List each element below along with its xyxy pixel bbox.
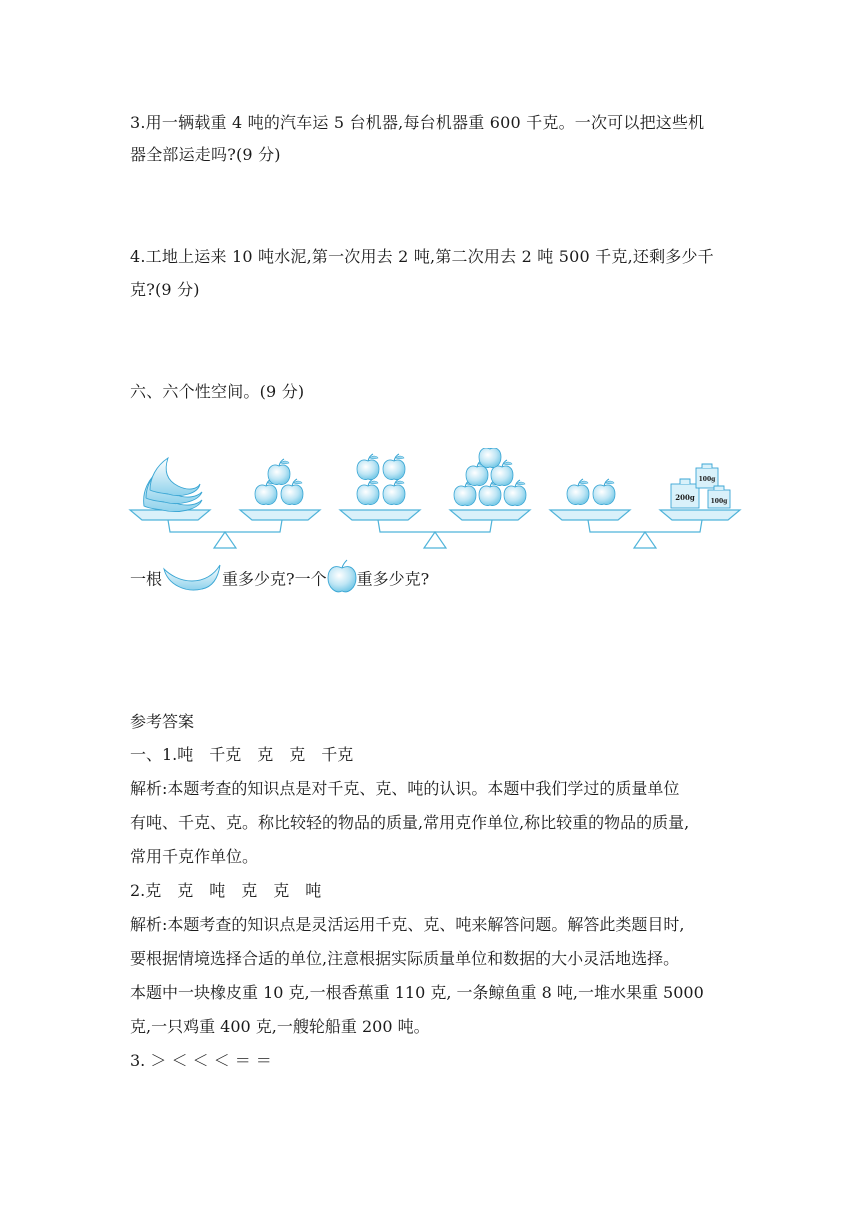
answer-2-explanation-line-4: 克,一只鸡重 400 克,一艘轮船重 200 吨。 bbox=[130, 1017, 430, 1036]
apple-icon bbox=[327, 558, 357, 598]
weight-label-100g-top: 100g bbox=[698, 476, 716, 483]
q4-line-1: 4.工地上运来 10 吨水泥,第一次用去 2 吨,第二次用去 2 吨 500 千克,还剩多少千 bbox=[130, 247, 714, 266]
apple-pile-3 bbox=[255, 459, 303, 505]
apple-pile-6 bbox=[454, 448, 526, 506]
question-part-3: 重多少克? bbox=[356, 569, 430, 589]
banana-bunch bbox=[144, 458, 202, 512]
balance-scales-illustration bbox=[128, 448, 744, 554]
answer-2-explanation-line-2: 要根据情境选择合适的单位,注意根据实际质量单位和数据的大小灵活地选择。 bbox=[130, 949, 680, 968]
question-part-1: 一根 bbox=[130, 569, 163, 589]
q3-line-1: 3.用一辆载重 4 吨的汽车运 5 台机器,每台机器重 600 千克。一次可以把这些机 bbox=[130, 113, 705, 132]
apple-pile-4 bbox=[357, 454, 405, 505]
scale-2 bbox=[340, 448, 530, 548]
question-part-2: 重多少克?一个 bbox=[222, 569, 327, 589]
weight-label-200g: 200g bbox=[675, 493, 695, 502]
answer-1-explanation-line-3: 常用千克作单位。 bbox=[130, 847, 259, 866]
answer-2-explanation-line-3: 本题中一块橡皮重 10 克,一根香蕉重 110 克, 一条鲸鱼重 8 吨,一堆水果重 5000 bbox=[130, 983, 704, 1002]
apple-pile-2 bbox=[567, 479, 615, 505]
answer-2-explanation-line-1: 解析:本题考查的知识点是灵活运用千克、克、吨来解答问题。解答此类题目时, bbox=[130, 915, 685, 934]
weight-label-100g-bottom: 100g bbox=[710, 498, 728, 505]
q4-line-2: 克?(9 分) bbox=[130, 280, 200, 299]
section6-title: 六、六个性空间。(9 分) bbox=[130, 382, 305, 401]
banana-icon bbox=[162, 561, 222, 595]
answer-1-explanation-line-2: 有吨、千克、克。称比较轻的物品的质量,常用克作单位,称比较重的物品的质量, bbox=[130, 813, 690, 832]
section6-question bbox=[130, 558, 429, 600]
answer-1-explanation-line-1: 解析:本题考查的知识点是对千克、克、吨的认识。本题中我们学过的质量单位 bbox=[130, 779, 680, 798]
scale-3 bbox=[550, 464, 740, 548]
answers-heading: 参考答案 bbox=[130, 712, 195, 731]
answer-3: 3. ＞ ＜ ＜ ＜ ＝ ＝ bbox=[130, 1051, 272, 1070]
weights-stack bbox=[671, 464, 730, 508]
answer-1: 一、1.吨 千克 克 克 千克 bbox=[130, 745, 354, 764]
answer-2: 2.克 克 吨 克 克 吨 bbox=[130, 881, 322, 900]
scale-1 bbox=[130, 458, 320, 548]
q3-line-2: 器全部运走吗?(9 分) bbox=[130, 145, 281, 164]
